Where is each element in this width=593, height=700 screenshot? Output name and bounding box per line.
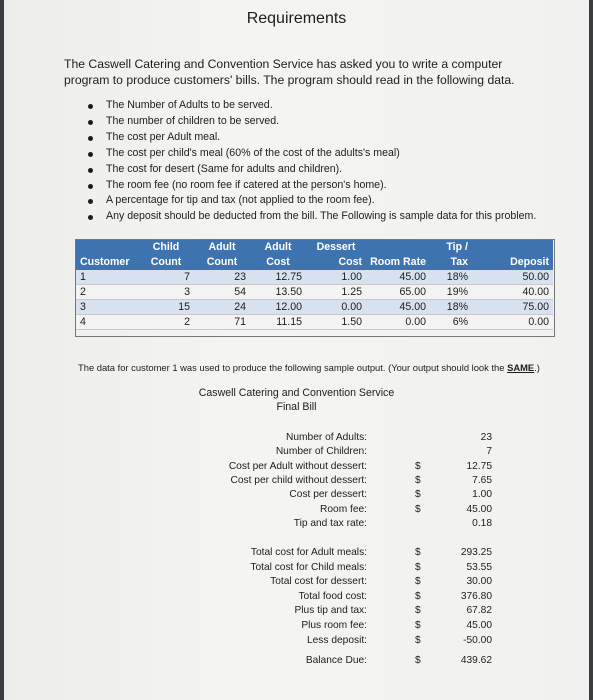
- table-header: Adult: [194, 240, 250, 255]
- table-cell: 7: [138, 270, 194, 285]
- bill-line-value: 30.00: [466, 576, 492, 588]
- sample-note-text: The data for customer 1 was used to produce the following sample output. (Your output should look the: [78, 362, 508, 373]
- sample-note-end: .): [534, 362, 540, 373]
- table-cell: 71: [194, 315, 250, 330]
- table-header: Deposit: [472, 255, 553, 270]
- table-header: Count: [194, 255, 250, 270]
- table-header: [76, 240, 138, 255]
- table-header: Tax: [430, 255, 472, 270]
- table-header: Customer: [76, 255, 138, 270]
- bill-line-value: 45.00: [466, 503, 492, 515]
- table-cell: 0.00: [306, 300, 366, 315]
- table-cell: 50.00: [472, 270, 553, 285]
- bill-line-label: Total food cost:: [298, 590, 367, 602]
- bill-line-label: Cost per Adult without dessert:: [228, 460, 367, 472]
- table-cell: 13.50: [250, 285, 306, 300]
- bill-line-label: Total cost for Adult meals:: [250, 547, 367, 558]
- table-cell: 40.00: [472, 285, 553, 300]
- bill-line-label: Plus tip and tax:: [294, 605, 367, 617]
- list-item: The cost per Adult meal.: [88, 130, 536, 146]
- table-cell: 45.00: [366, 270, 430, 285]
- sample-data-table: [76, 240, 553, 330]
- bill-line-value: 7: [486, 446, 492, 458]
- table-cell: 1.00: [306, 270, 366, 285]
- table-header: Adult: [250, 240, 306, 255]
- table-cell: 18%: [430, 300, 472, 315]
- bill-line-label: Number of Adults:: [286, 432, 367, 443]
- dollar-sign: $: [415, 655, 421, 666]
- list-item: The Number of Adults to be served.: [88, 98, 536, 114]
- bill-line-label: Total cost for Child meals:: [250, 561, 367, 573]
- bill-line-label: Balance Due:: [305, 655, 367, 666]
- bill-line-value: 1.00: [472, 489, 492, 501]
- dollar-sign: $: [415, 620, 421, 631]
- intro-paragraph: The Caswell Catering and Convention Service has asked you to write a computer program to produce customers' bills. The program should read in the following data.: [64, 57, 515, 87]
- bill-line-value: 23: [480, 432, 492, 443]
- table-cell: 18%: [430, 270, 472, 285]
- table-cell: 1.25: [306, 285, 366, 300]
- dollar-sign: $: [415, 561, 421, 573]
- bill-line-value: 439.62: [460, 655, 492, 666]
- table-cell: 11.15: [250, 315, 306, 330]
- table-cell: 3: [76, 300, 138, 315]
- table-row: [76, 285, 553, 300]
- bill-line-value: 376.80: [460, 590, 492, 602]
- bill-line-value: 293.25: [460, 547, 492, 558]
- bill-line-label: Total cost for dessert:: [270, 576, 367, 588]
- table-cell: 24: [194, 300, 250, 315]
- list-item: A percentage for tip and tax (not applied to the room fee).: [88, 193, 536, 209]
- bill-line-value: 0.18: [472, 517, 492, 529]
- table-cell: 65.00: [366, 285, 430, 300]
- list-item: The number of children to be served.: [88, 114, 536, 130]
- bill-line-value: -50.00: [463, 634, 492, 646]
- table-cell: 23: [194, 270, 250, 285]
- list-item: Any deposit should be deducted from the bill. The Following is sample data for this problem.: [88, 209, 536, 225]
- table-cell: 0.00: [366, 315, 430, 330]
- table-header-row: [76, 255, 553, 270]
- table-header: Tip /: [430, 240, 472, 255]
- table-cell: 12.00: [250, 300, 306, 315]
- sample-note: [78, 362, 540, 373]
- dollar-sign: $: [415, 634, 421, 646]
- table-header: Count: [138, 255, 194, 270]
- list-item: The cost for desert (Same for adults and children).: [88, 162, 536, 178]
- final-bill-title: Final Bill: [276, 401, 317, 413]
- table-row: [76, 300, 553, 315]
- list-item: The cost per child's meal (60% of the cost of the adults's meal): [88, 146, 536, 162]
- table-header-row: [76, 240, 553, 255]
- bill-line-label: Cost per child without dessert:: [230, 474, 367, 486]
- table-cell: 3: [138, 285, 194, 300]
- table-header: Cost: [250, 255, 306, 270]
- dollar-sign: $: [415, 460, 421, 472]
- table-cell: 19%: [430, 285, 472, 300]
- bill-line-label: Cost per dessert:: [289, 489, 367, 501]
- bill-line-label: Tip and tax rate:: [293, 517, 367, 529]
- dollar-sign: $: [415, 576, 421, 588]
- requirements-list: [88, 98, 536, 225]
- table-header: [366, 240, 430, 255]
- bill-line-value: 67.82: [466, 605, 492, 617]
- dollar-sign: $: [415, 474, 421, 486]
- table-header: Cost: [306, 255, 366, 270]
- page-title: Requirements: [246, 10, 347, 27]
- table-cell: 54: [194, 285, 250, 300]
- bill-line-label: Plus room fee:: [301, 620, 367, 631]
- table-row: [76, 315, 553, 330]
- sample-note-emphasis: SAME: [507, 362, 535, 373]
- table-header: [472, 240, 553, 255]
- dollar-sign: $: [415, 547, 421, 558]
- table-cell: 15: [138, 300, 194, 315]
- bill-line-label: Room fee:: [320, 503, 367, 515]
- bill-heading: [4, 386, 589, 414]
- table-header: Room Rate: [366, 255, 430, 270]
- table-header: Child: [138, 240, 194, 255]
- company-name: Caswell Catering and Convention Service: [198, 387, 395, 399]
- table-cell: 1: [76, 270, 138, 285]
- bill-line-label: Number of Children:: [275, 446, 367, 458]
- table-cell: 0.00: [472, 315, 553, 330]
- list-item: The room fee (no room fee if catered at the person's home).: [88, 178, 536, 194]
- table-cell: 45.00: [366, 300, 430, 315]
- table-cell: 1.50: [306, 315, 366, 330]
- table-cell: 4: [76, 315, 138, 330]
- dollar-sign: $: [415, 503, 421, 515]
- document-page: [4, 0, 589, 700]
- table-cell: 2: [76, 285, 138, 300]
- bill-line-value: 12.75: [466, 460, 492, 472]
- table-cell: 2: [138, 315, 194, 330]
- dollar-sign: $: [415, 489, 421, 501]
- table-cell: 12.75: [250, 270, 306, 285]
- bill-line-value: 7.65: [472, 474, 492, 486]
- bill-line-value: 53.55: [466, 561, 492, 573]
- table-row: [76, 270, 553, 285]
- dollar-sign: $: [415, 590, 421, 602]
- dollar-sign: $: [415, 605, 421, 617]
- table-cell: 75.00: [472, 300, 553, 315]
- table-cell: 6%: [430, 315, 472, 330]
- bill-line-label: Less deposit:: [306, 634, 367, 646]
- bill-line-value: 45.00: [466, 620, 492, 631]
- table-header: Dessert: [306, 240, 366, 255]
